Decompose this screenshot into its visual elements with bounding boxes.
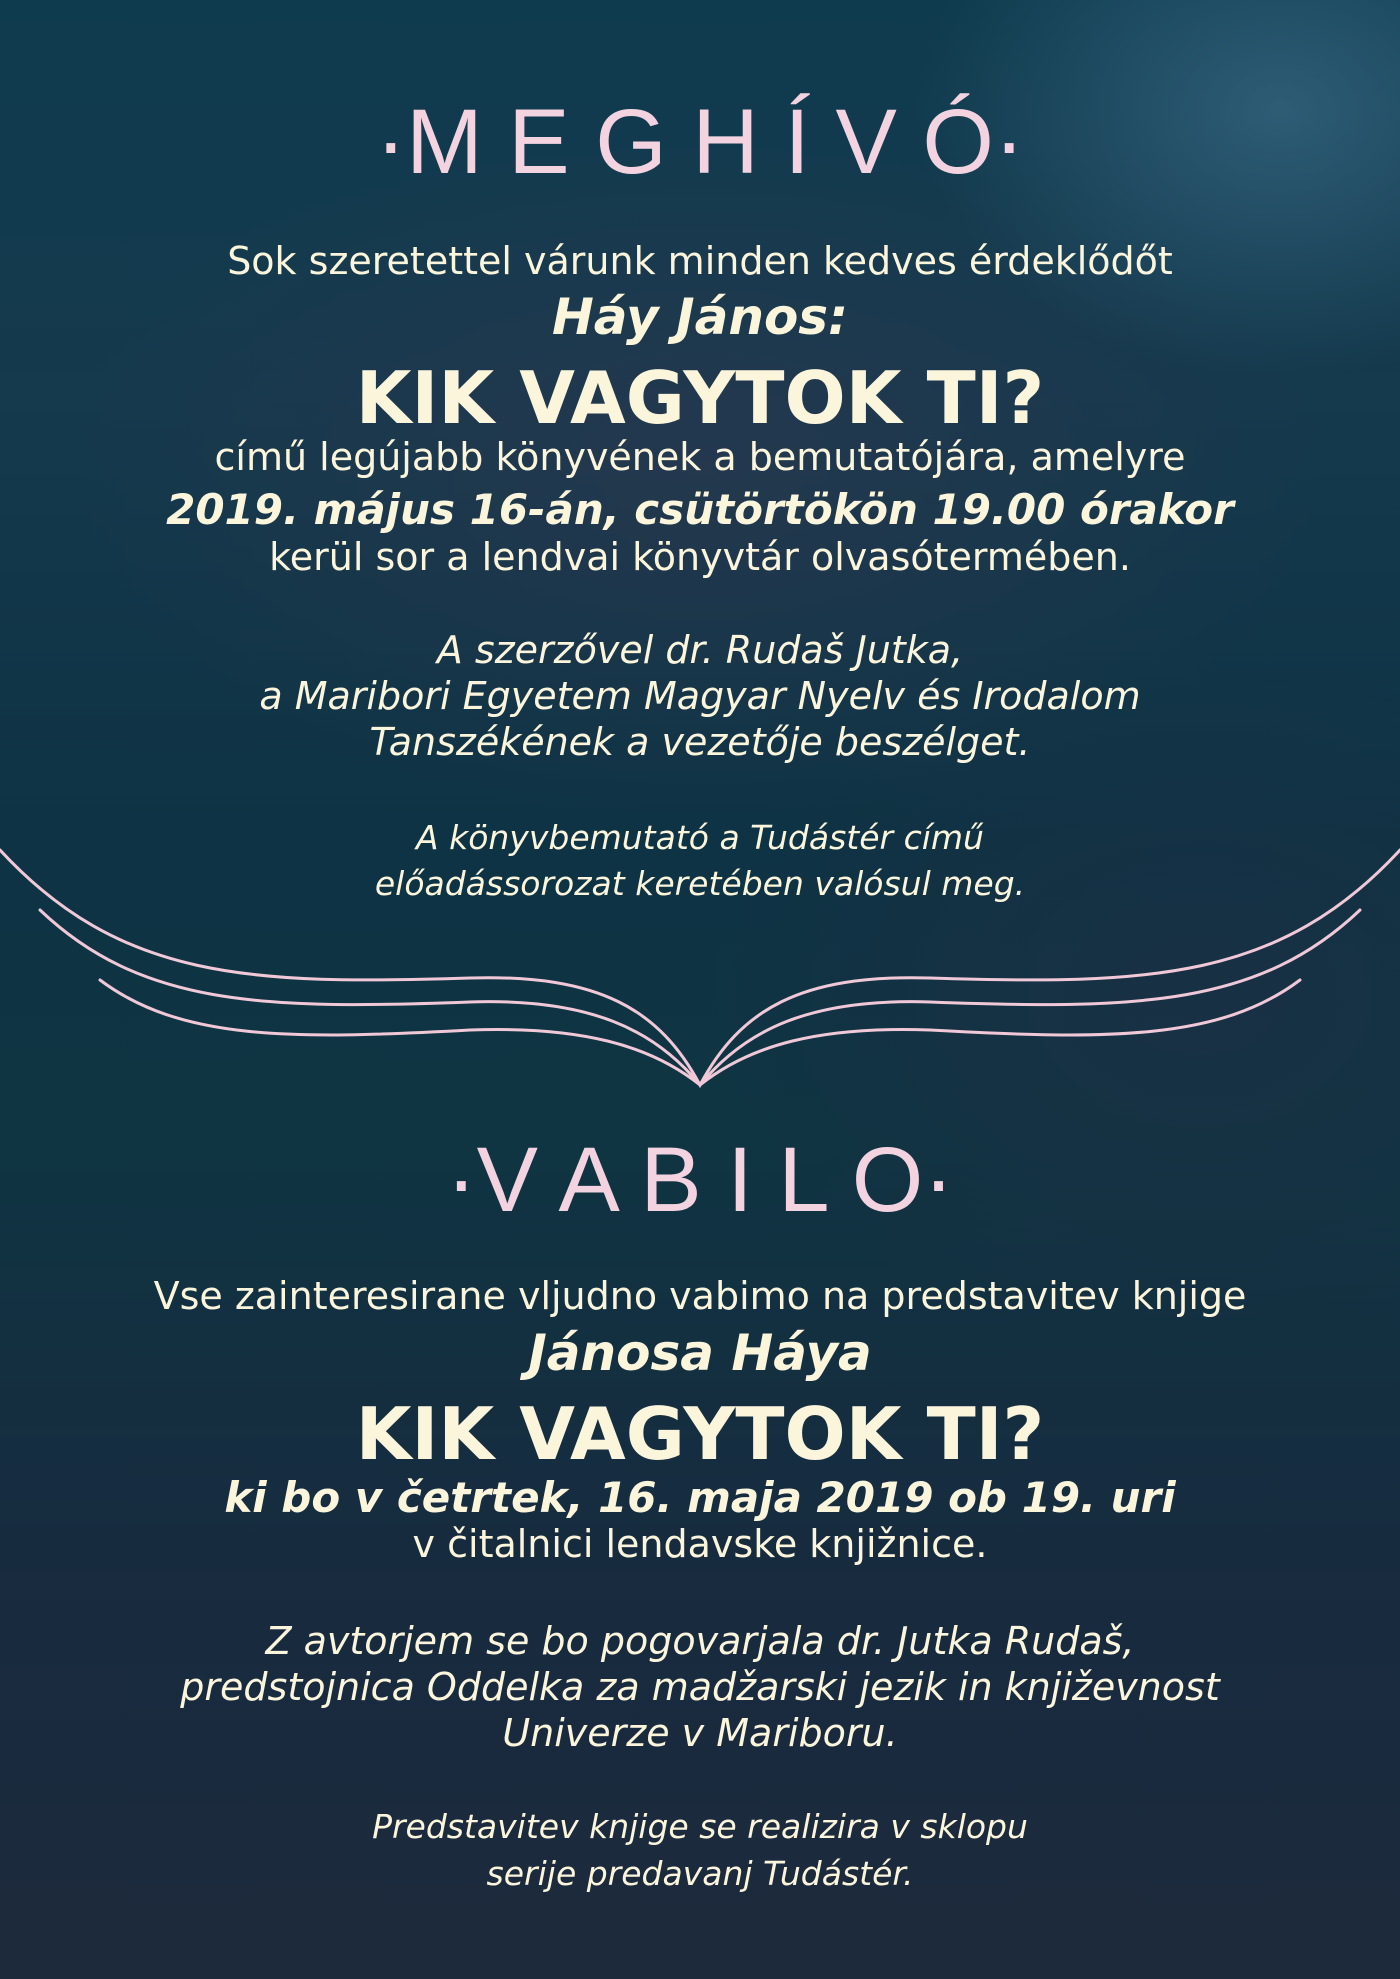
hu-heading: ·M E G H Í V Ó· <box>375 91 1025 193</box>
hu-intro: Sok szeretettel várunk minden kedves érdeklődőt <box>227 239 1173 283</box>
hu-moderator-line-1: A szerzővel dr. Rudaš Jutka, <box>436 628 964 672</box>
open-book-swash-icon <box>0 840 1400 1100</box>
hu-location: kerül sor a lendvai könyvtár olvasótermében. <box>269 535 1131 579</box>
sl-book-title: KIK VAGYTOK TI? <box>355 1392 1045 1476</box>
hu-date: 2019. május 16-án, csütörtökön 19.00 órakor <box>166 485 1234 534</box>
hu-moderator-line-2: a Maribori Egyetem Magyar Nyelv és Irodalom <box>259 674 1141 718</box>
sl-moderator-line-2: predstojnica Oddelka za madžarski jezik in književnost <box>180 1665 1220 1709</box>
sl-date: ki bo v četrtek, 16. maja 2019 ob 19. uri <box>224 1473 1176 1522</box>
hu-author: Háy János: <box>551 288 849 346</box>
hu-moderator-line-3: Tanszékének a vezetője beszélget. <box>369 720 1031 764</box>
sl-series-line-2: serije predavanj Tudástér. <box>486 1854 914 1893</box>
hu-description: című legújabb könyvének a bemutatójára, amelyre <box>214 435 1186 479</box>
hu-book-title: KIK VAGYTOK TI? <box>355 356 1045 440</box>
sl-heading: ·V A B I L O· <box>446 1129 954 1231</box>
sl-moderator-line-1: Z avtorjem se bo pogovarjala dr. Jutka Rudaš, <box>265 1619 1135 1663</box>
sl-series-line-1: Predstavitev knjige se realizira v sklopu <box>372 1807 1028 1846</box>
sl-intro: Vse zainteresirane vljudno vabimo na predstavitev knjige <box>153 1274 1247 1318</box>
sl-moderator-line-3: Univerze v Mariboru. <box>502 1711 898 1755</box>
sl-author: Jánosa Háya <box>528 1324 872 1382</box>
sl-location: v čitalnici lendavske knjižnice. <box>412 1522 988 1566</box>
hu-series-line-2: előadássorozat keretében valósul meg. <box>374 864 1026 903</box>
hu-series-line-1: A könyvbemutató a Tudástér című <box>416 818 984 857</box>
